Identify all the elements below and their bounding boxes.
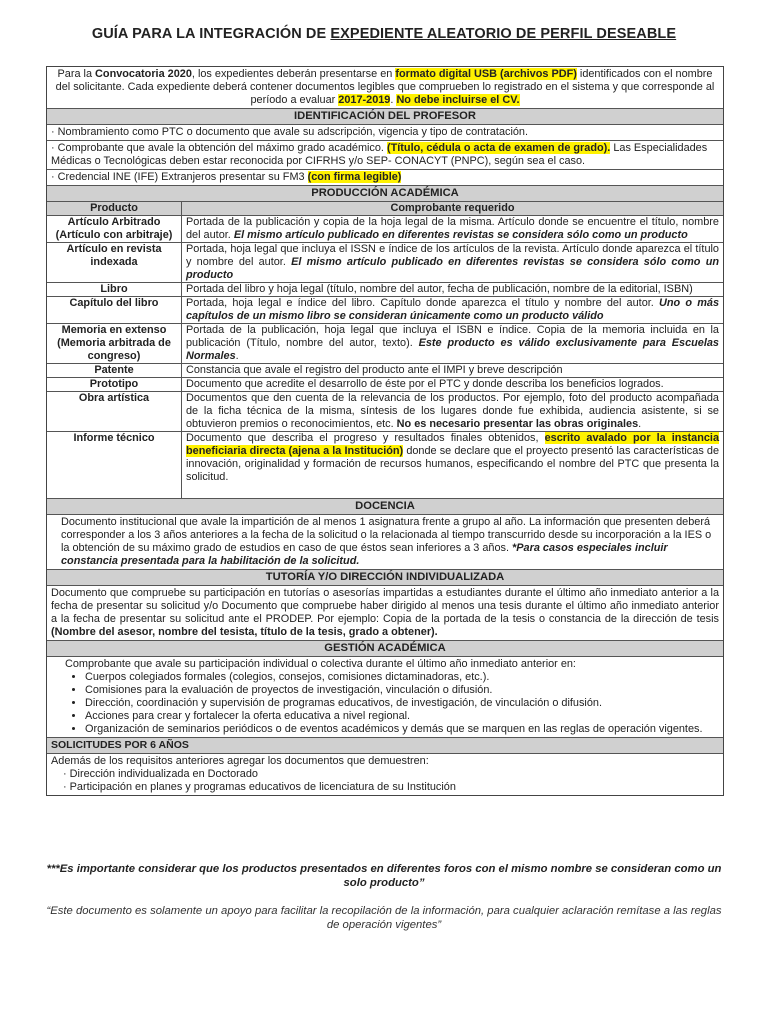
table-row	[47, 216, 723, 243]
table-row	[47, 364, 723, 378]
solicitudes-intro: Además de los requisitos anteriores agregar los documentos que demuestren:	[51, 755, 429, 767]
requirement-text-end: donde se declare que el proyecto presentó las características de innovación, originalidad y formación de recursos humanos, especificando el nombre del PTC que presenta la solicitud.	[186, 445, 720, 483]
section-docencia-header: DOCENCIA	[47, 499, 723, 515]
section-produccion-header: PRODUCCIÓN ACADÉMICA	[47, 186, 723, 202]
table-row	[47, 378, 723, 392]
intro-period-highlight: 2017-2019	[338, 94, 391, 106]
important-note: ***Es importante considerar que los productos presentados en diferentes foros con el mismo nombre se consideran como un solo producto”	[46, 863, 722, 889]
requirement-note: No es necesario presentar las obras originales	[396, 418, 639, 430]
col-producto-header: Producto	[47, 202, 182, 216]
title-prefix: GUÍA PARA LA INTEGRACIÓN DE	[91, 26, 331, 42]
gestion-list	[51, 671, 719, 736]
produccion-table-header	[47, 202, 723, 216]
product-name: Patente	[47, 364, 182, 378]
requirements-table	[46, 66, 724, 796]
identificacion-row-3-highlight: (con firma legible)	[307, 171, 402, 183]
table-row	[47, 297, 723, 324]
intro-paragraph	[47, 67, 723, 109]
identificacion-row-2	[47, 141, 723, 170]
identificacion-row-2-note: Las Especialidades Médicas o Tecnológicas deben estar reconocida por CIFRHS y/o SEP- CONACYT (PNPC), según sea el caso.	[51, 142, 708, 167]
section-solicitudes-header: SOLICITUDES POR 6 AÑOS	[47, 738, 723, 754]
product-name: Prototipo	[47, 378, 182, 392]
table-row	[47, 324, 723, 364]
tutoria-bold-note: (Nombre del asesor, nombre del tesista, título de la tesis, grado a obtener).	[51, 626, 438, 638]
title-underlined: EXPEDIENTE ALEATORIO DE PERFIL DESEABLE	[330, 26, 677, 42]
list-item: • Acciones para crear y fortalecer la oferta educativa a nivel regional.	[85, 710, 719, 723]
requirement-tail: .	[638, 418, 642, 430]
section-gestion-header: GESTIÓN ACADÉMICA	[47, 641, 723, 657]
requirement-note: El mismo artículo publicado en diferentes revistas se considera sólo como un producto	[186, 256, 719, 281]
solicitudes-block	[47, 754, 723, 795]
table-row	[47, 243, 723, 283]
requirement-text: Portada, hoja legal e índice del libro. Capítulo donde aparezca el título y nombre del autor.	[186, 297, 659, 309]
tutoria-paragraph	[47, 586, 723, 641]
gestion-block	[47, 657, 723, 738]
requirement-text: Portada de la publicación, hoja legal que incluya el ISBN e índice. Copia de la memoria incluida en la publicación (Título, nombre del autor, texto).	[186, 324, 719, 349]
table-row	[47, 283, 723, 297]
requirement-text: Constancia que avale el registro del producto ante el IMPI y breve descripción	[186, 364, 563, 376]
requirement-text: Documentos que den cuenta de la relevancia de los productos. Por ejemplo, foto del producto acompañada de la ficha técnica de la misma, síntesis de los lugares donde fue exhibida, audiencia asistente, si se obtuvieron premios o reconocimientos, etc.	[186, 392, 719, 430]
product-name: Libro	[47, 283, 182, 297]
intro-no-cv-highlight: No debe incluirse el CV.	[396, 94, 520, 106]
requirement-text: Portada, hoja legal que incluya el ISSN e índice de los artículos de la revista. Artículo donde aparezca el título y nombre del autor.	[186, 243, 719, 268]
col-comprobante-header: Comprobante requerido	[182, 202, 724, 216]
docencia-paragraph	[47, 515, 723, 570]
requirement-note: Este producto es válido exclusivamente para Escuelas Normales	[186, 337, 719, 362]
requirement-highlight: escrito avalado por la instancia beneficiaria directa (ajena a la Institución)	[186, 432, 719, 457]
product-requirement	[182, 243, 724, 283]
product-requirement	[182, 216, 724, 243]
solicitudes-list	[51, 768, 719, 794]
product-name: Artículo en revista indexada	[47, 243, 182, 283]
requirement-note: Uno o más capítulos de un mismo libro se consideran únicamente como un producto válido	[186, 297, 720, 322]
intro-text-3: , los expedientes deberán presentarse en	[191, 68, 396, 80]
intro-text-1: Para la	[57, 68, 96, 80]
intro-text-5: identificados con el nombre del solicitante. Cada expediente deberá contener documentos legibles que comprueben lo registrado en el sistema y que corresponde al período a evaluar	[55, 68, 715, 106]
page-title	[0, 26, 768, 42]
identificacion-row-2-highlight: (Título, cédula o acta de examen de grado).	[387, 142, 611, 154]
product-requirement	[182, 324, 724, 364]
list-item: • Dirección, coordinación y supervisión de programas educativos, de investigación, de vinculación o difusión.	[85, 697, 719, 710]
product-name: Obra artística	[47, 392, 182, 432]
requirement-text: Documento que describa el progreso y resultados finales obtenidos,	[186, 432, 545, 444]
requirement-note: El mismo artículo publicado en diferentes revistas se considera sólo como un producto	[233, 229, 688, 241]
list-item: • Cuerpos colegiados formales (colegios, consejos, comisiones dictaminadoras, etc.).	[85, 671, 719, 684]
list-item: • Comisiones para la evaluación de proyectos de investigación, vinculación o difusión.	[85, 684, 719, 697]
product-requirement	[182, 297, 724, 324]
product-requirement	[182, 378, 724, 392]
intro-format-highlight: formato digital USB (archivos PDF)	[395, 68, 577, 80]
list-item: · Dirección individualizada en Doctorado	[63, 768, 719, 781]
intro-convocatoria: Convocatoria 2020	[95, 68, 192, 80]
product-name: Capítulo del libro	[47, 297, 182, 324]
product-requirement	[182, 432, 724, 499]
list-item: • Organización de seminarios periódicos o de eventos académicos y demás que se marquen en las reglas de operación vigentes.	[85, 723, 719, 736]
identificacion-row-3	[47, 170, 723, 186]
product-requirement	[182, 364, 724, 378]
produccion-table	[47, 202, 723, 499]
tutoria-text: Documento que compruebe su participación en tutorías o asesorías impartidas a estudiantes durante el último año inmediato anterior a la fecha de presentar su solicitud y/o Documento que compruebe haber dirigido al menos una tesis durante el último año inmediato anterior a la fecha de presentar su solicitud ante el PRODEP. Por ejemplo: Copia de la portada de la tesis o constancia de la dirección de tesis	[51, 587, 719, 625]
list-item: · Participación en planes y programas educativos de licenciatura de su Institución	[63, 781, 719, 794]
product-requirement	[182, 392, 724, 432]
requirement-text: Documento que acredite el desarrollo de éste por el PTC y donde describa los beneficios logrados.	[186, 378, 664, 390]
product-name: Memoria en extenso (Memoria arbitrada de congreso)	[47, 324, 182, 364]
section-tutoria-header: TUTORÍA Y/O DIRECCIÓN INDIVIDUALIZADA	[47, 570, 723, 586]
product-name: Artículo Arbitrado (Artículo con arbitraje)	[47, 216, 182, 243]
product-name: Informe técnico	[47, 432, 182, 499]
identificacion-row-2-text: · Comprobante que avale la obtención del máximo grado académico.	[51, 142, 387, 154]
product-requirement	[182, 283, 724, 297]
requirement-tail: .	[235, 350, 239, 362]
footer-disclaimer: “Este documento es solamente un apoyo para facilitar la recopilación de la información, para cualquier aclaración remítase a las reglas de operación vigentes”	[46, 905, 722, 931]
identificacion-row-1: · Nombramiento como PTC o documento que avale su adscripción, vigencia y tipo de contratación.	[47, 125, 723, 141]
docencia-text: Documento institucional que avale la impartición de al menos 1 asignatura frente a grupo al año. La información que presenten deberá corresponder a los 3 años anteriores a la fecha de la solicitud o la relacionada al tiempo transcurrido desde su incorporación a la IES o la obtención de su máximo grado de estudios en caso de que éstos sean inferiores a 3 años.	[61, 516, 712, 554]
requirement-text: Portada del libro y hoja legal (título, nombre del autor, fecha de publicación, nombre de la editorial, ISBN)	[186, 283, 693, 295]
section-identificacion-header: IDENTIFICACIÓN DEL PROFESOR	[47, 109, 723, 125]
requirement-text: Portada de la publicación y copia de la hoja legal de la misma. Artículo donde se encuentre el título, nombre del autor.	[186, 216, 719, 241]
table-row	[47, 432, 723, 499]
gestion-intro: Comprobante que avale su participación individual o colectiva durante el último año inmediato anterior en:	[65, 658, 576, 670]
identificacion-row-3-text: · Credencial INE (IFE) Extranjeros presentar su FM3	[51, 171, 308, 183]
intro-text-7: .	[390, 94, 397, 106]
docencia-note: *Para casos especiales incluir constancia presentada para la habilitación de la solicitud.	[61, 542, 668, 567]
table-row	[47, 392, 723, 432]
